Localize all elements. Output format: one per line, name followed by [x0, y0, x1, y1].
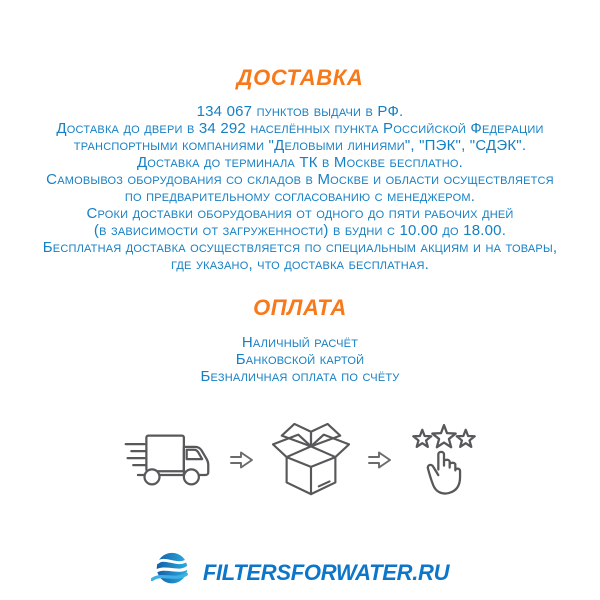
delivery-info-line: транспортными компаниями "Деловыми линиями", "ПЭК", "СДЭК". — [73, 137, 527, 154]
payment-section-title: ОПЛАТА — [253, 295, 347, 320]
arrow-right-icon — [229, 449, 255, 471]
payment-option: Безналичная оплата по счёту — [200, 368, 400, 385]
delivery-info-line: Доставка до терминала ТК в Москве бесплатно. — [136, 154, 464, 171]
delivery-info-line: где указано, что доставка бесплатная. — [170, 256, 430, 273]
delivery-info-line: Сроки доставки оборудования от одного до пяти рабочих дней — [86, 205, 514, 222]
order-process-icons-row — [0, 415, 600, 505]
site-logo[interactable] — [0, 549, 600, 596]
rating-stars-hand-icon — [410, 418, 478, 502]
delivery-info-line: по предварительному согласованию с менеджером. — [124, 188, 476, 205]
delivery-info-line: (в зависимости от загруженности) в будни с 10.00 до 18.00. — [93, 222, 507, 239]
delivery-info-block — [0, 103, 600, 273]
payment-option: Наличный расчёт — [241, 334, 359, 351]
brand-name: FILTERSFORWATER.RU — [202, 559, 450, 585]
fast-delivery-truck-icon — [122, 429, 212, 491]
delivery-section-title: ДОСТАВКА — [236, 65, 364, 90]
delivery-info-line: Бесплатная доставка осуществляется по специальным акциям и на товары, — [42, 239, 558, 256]
delivery-info-line: Самовывоз оборудования со складов в Москве и области осуществляется — [46, 171, 554, 188]
delivery-info-line: 134 067 пунктов выдачи в РФ. — [196, 103, 404, 120]
water-wave-logo-icon — [151, 549, 193, 596]
payment-options-block — [0, 334, 600, 385]
delivery-info-line: Доставка до двери в 34 292 населённых пункта Российской Федерации — [56, 120, 544, 137]
arrow-right-icon — [367, 449, 393, 471]
open-box-icon — [272, 417, 350, 503]
payment-option: Банковской картой — [235, 351, 365, 368]
